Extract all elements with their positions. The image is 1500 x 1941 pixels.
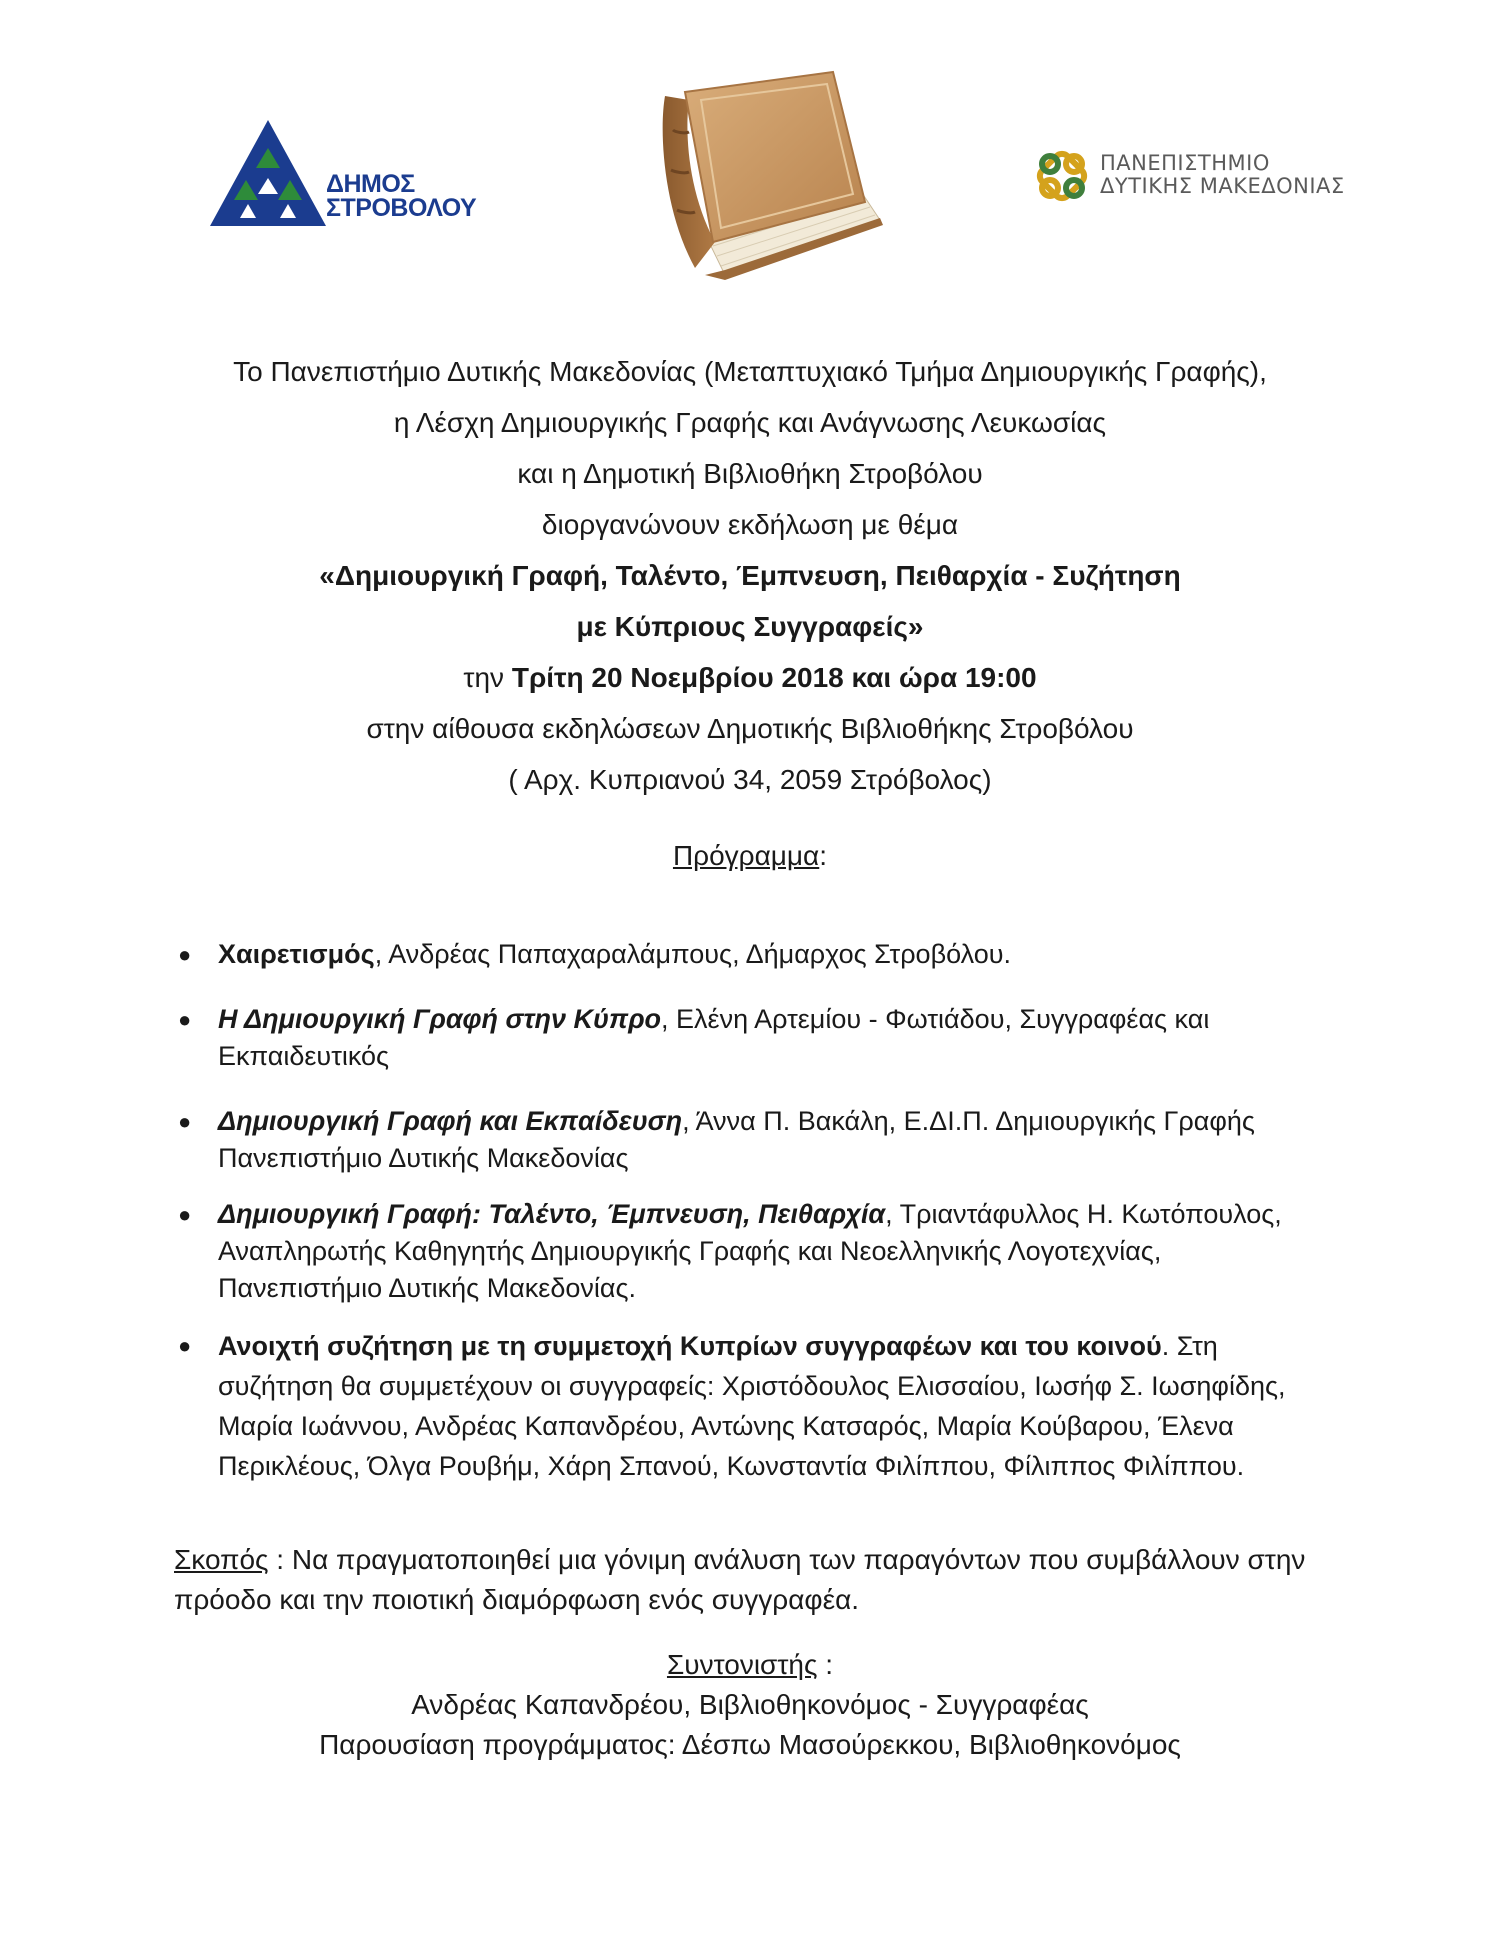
program-heading-suffix: : bbox=[819, 840, 828, 871]
program-item-detail: , Άννα Π. Βακάλη, Ε.ΔΙ.Π. Δημιουργικής Γραφής Πανεπιστήμιο Δυτικής Μακεδονίας bbox=[218, 1106, 1255, 1173]
bullet-icon: ● bbox=[178, 1202, 192, 1227]
dimos-logo-text bbox=[326, 172, 476, 220]
program-item-title: Ανοιχτή συζήτηση με τη συμμετοχή Κυπρίων συγγραφέων και του κοινού bbox=[218, 1331, 1162, 1361]
university-western-macedonia-logo bbox=[1036, 150, 1366, 206]
bullet-icon: ● bbox=[178, 1007, 192, 1032]
intro-line-2: η Λέσχη Δημιουργικής Γραφής και Ανάγνωσης Λευκωσίας bbox=[393, 407, 1107, 438]
event-intro bbox=[150, 346, 1350, 805]
event-date-prefix: την bbox=[463, 662, 512, 693]
bullet-icon: ● bbox=[178, 942, 192, 967]
purpose-label: Σκοπός bbox=[174, 1544, 269, 1575]
program-item bbox=[178, 1103, 1328, 1177]
program-item-title: Χαιρετισμός bbox=[218, 939, 375, 969]
dimos-strovolou-logo bbox=[208, 118, 498, 230]
dimos-logo-line2: ΣΤΡΟΒΟΛΟΥ bbox=[326, 194, 477, 222]
university-knot-icon bbox=[1036, 150, 1088, 202]
dimos-logo-line1: ΔΗΜΟΣ bbox=[326, 170, 415, 198]
program-item-title: Η Δημιουργική Γραφή στην Κύπρο bbox=[218, 1004, 662, 1034]
intro-line-1: Το Πανεπιστήμιο Δυτικής Μακεδονίας (Μεταπτυχιακό Τμήμα Δημιουργικής Γραφής), bbox=[233, 356, 1267, 387]
program-list bbox=[178, 936, 1328, 1486]
program-item-title: Δημιουργική Γραφή: Ταλέντο, Έμπνευση, Πειθαρχία bbox=[218, 1199, 886, 1229]
book-illustration bbox=[655, 70, 910, 285]
program-item bbox=[178, 1326, 1328, 1486]
coordinator-block bbox=[0, 1645, 1500, 1765]
program-item-detail: , Ελένη Αρτεμίου - Φωτιάδου, Συγγραφέας και Εκπαιδευτικός bbox=[218, 1004, 1210, 1071]
dimos-triangle-icon bbox=[208, 118, 328, 230]
program-item-detail: , Ανδρέας Παπαχαραλάμπους, Δήμαρχος Στροβόλου. bbox=[374, 939, 1011, 969]
program-item-detail: . Στη συζήτηση θα συμμετέχουν οι συγγραφείς: Χριστόδουλος Ελισσαίου, Ιωσήφ Σ. Ιωσηφίδης, Μαρία Ιωάννου, Ανδρέας Καπανδρέου, Αντώνης Κατσαρός, Μαρία Κούβαρου, Έλενα Περικλέους, Όλγα Ρουβήμ, Χάρη Σπανού, Κωνσταντία Φιλίππου, Φίλιππος Φιλίππου. bbox=[218, 1331, 1286, 1481]
program-item bbox=[178, 1196, 1328, 1307]
book-icon bbox=[655, 70, 910, 285]
event-purpose bbox=[174, 1540, 1334, 1620]
coordinator-heading bbox=[0, 1645, 1500, 1685]
university-logo-line2: ΔΥΤΙΚΗΣ ΜΑΚΕΔΟΝΙΑΣ bbox=[1100, 174, 1345, 198]
program-item-detail: , Τριαντάφυλλος Η. Κωτόπουλος, Αναπληρωτής Καθηγητής Δημιουργικής Γραφής και Νεοελληνικής Λογοτεχνίας, Πανεπιστήμιο Δυτικής Μακεδονίας. bbox=[218, 1199, 1282, 1303]
intro-line-3: και η Δημοτική Βιβλιοθήκη Στροβόλου bbox=[517, 458, 983, 489]
program-presentation: Παρουσίαση προγράμματος: Δέσπω Μασούρεκκου, Βιβλιοθηκονόμος bbox=[319, 1729, 1181, 1760]
purpose-text: : Να πραγματοποιηθεί μια γόνιμη ανάλυση των παραγόντων που συμβάλλουν στην πρόοδο και την ποιοτική διαμόρφωση ενός συγγραφέα. bbox=[174, 1544, 1306, 1615]
event-date-value: Τρίτη 20 Νοεμβρίου 2018 και ώρα 19:00 bbox=[511, 662, 1037, 693]
event-address: ( Αρχ. Κυπριανού 34, 2059 Στρόβολος) bbox=[508, 764, 992, 795]
coordinator-label: Συντονιστής bbox=[666, 1649, 818, 1680]
event-date bbox=[150, 652, 1350, 703]
university-logo-line1: ΠΑΝΕΠΙΣΤΗΜΙΟ bbox=[1100, 151, 1270, 175]
bullet-icon: ● bbox=[178, 1333, 192, 1358]
event-venue: στην αίθουσα εκδηλώσεων Δημοτικής Βιβλιοθήκης Στροβόλου bbox=[366, 713, 1134, 744]
university-logo-text bbox=[1100, 152, 1345, 198]
intro-line-4: διοργανώνουν εκδήλωση με θέμα bbox=[541, 509, 959, 540]
program-item bbox=[178, 936, 1328, 973]
program-heading bbox=[0, 838, 1500, 874]
coordinator-name: Ανδρέας Καπανδρέου, Βιβλιοθηκονόμος - Συγγραφέας bbox=[411, 1689, 1089, 1720]
program-item bbox=[178, 1001, 1328, 1075]
event-title-line-1: «Δημιουργική Γραφή, Ταλέντο, Έμπνευση, Πειθαρχία - Συζήτηση bbox=[319, 560, 1181, 591]
bullet-icon: ● bbox=[178, 1109, 192, 1134]
program-item-title: Δημιουργική Γραφή και Εκπαίδευση bbox=[218, 1106, 683, 1136]
event-title-line-2: με Κύπριους Συγγραφείς» bbox=[576, 611, 924, 642]
coordinator-label-suffix: : bbox=[817, 1649, 834, 1680]
program-heading-label: Πρόγραμμα bbox=[672, 840, 820, 871]
